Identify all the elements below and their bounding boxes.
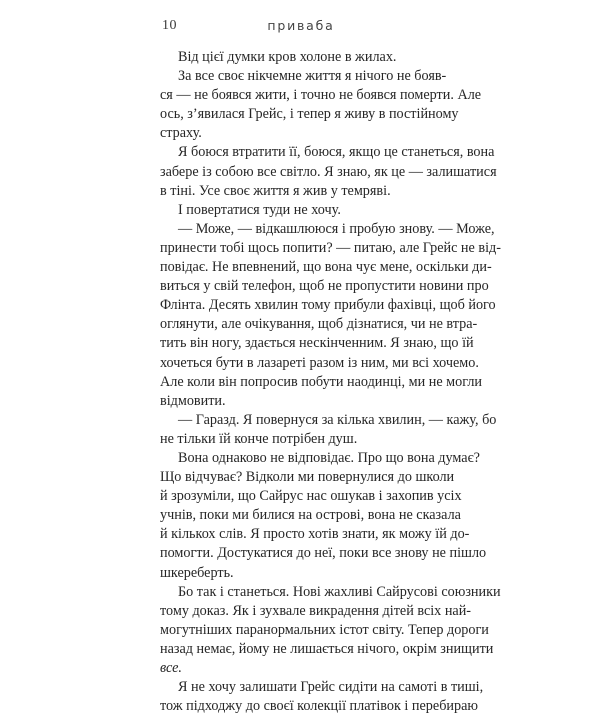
text-line: учнів, поки ми билися на острові, вона не сказала	[160, 507, 461, 524]
text-line: назад немає, йому не лишається нічого, окрім знищити	[160, 640, 494, 657]
text-line: помогти. Достукатися до неї, поки все знову не пішло	[160, 545, 487, 562]
text-line: — Може, — відкашлююся і пробую знову. — Може,	[178, 220, 495, 237]
text-line: — Гаразд. Я повернуся за кілька хвилин, — кажу, бо	[178, 411, 497, 428]
paragraph	[160, 48, 442, 67]
text-line: ся — не боявся жити, і точно не боявся померти. Але	[160, 87, 482, 104]
text-line: тить він ногу, здається нескінченним. Я знаю, що їй	[160, 335, 474, 352]
paragraph	[160, 449, 487, 583]
text-line: Вона однаково не відповідає. Про що вона думає?	[178, 449, 480, 466]
text-line: тому доказ. Як і зухвале викрадення дітей всіх най-	[160, 602, 472, 619]
paragraph	[160, 411, 497, 449]
text-line: Але коли він попросив побути наодинці, ми не могли	[160, 373, 483, 390]
text-line: повідає. Не впевнений, що вона чує мене, оскільки ди-	[160, 259, 492, 276]
text-line: принести тобі щось попити? — питаю, але Грейс не від-	[160, 239, 501, 256]
paragraph	[160, 583, 501, 678]
text-line: Від цієї думки кров холоне в жилах.	[178, 49, 397, 65]
text-line: забере із собою все світло. Я знаю, як це — залишатися	[160, 163, 497, 180]
text-line: Що відчуває? Відколи ми повернулися до школи	[160, 469, 455, 486]
text-line: тож підходжу до своєї колекції платівок і перебираю	[160, 698, 479, 715]
text-line: страху.	[160, 125, 202, 142]
text-line: Я не хочу залишати Грейс сидіти на самоті в тиші,	[178, 679, 484, 696]
body-text	[160, 48, 501, 716]
paragraph	[160, 67, 482, 143]
paragraph	[160, 143, 497, 200]
text-line: хочеться бути в лазареті разом із ним, ми всі хочемо.	[160, 354, 479, 371]
text-line: Я боюся втратити її, боюся, якщо це станеться, вона	[178, 144, 495, 161]
book-title: приваба	[267, 18, 335, 33]
text-line: в тіні. Усе своє життя я жив у темряві.	[160, 182, 391, 199]
text-line: й зрозуміли, що Сайрус нас ошукав і захопив усіх	[160, 488, 462, 505]
text-line: оглянути, але очікування, щоб дізнатися, чи не втра-	[160, 316, 478, 333]
text-line: й кількох слів. Я просто хотів знати, як можу їй до-	[160, 526, 470, 543]
text-line: Бо так і станеться. Нові жахливі Сайрусові союзники	[178, 583, 501, 600]
text-line: Флінта. Десять хвилин тому прибули фахівці, щоб його	[160, 297, 496, 314]
page-number: 10	[162, 18, 177, 33]
paragraph	[160, 201, 442, 220]
text-line: не тільки їй конче потрібен душ.	[160, 430, 358, 447]
text-line: відмовити.	[160, 392, 226, 409]
text-line: виться у свій телефон, щоб не пропустити новини про	[160, 278, 489, 295]
text-line: За все своє нікчемне життя я нічого не бояв-	[178, 68, 447, 85]
paragraph	[160, 220, 501, 411]
paragraph	[160, 678, 484, 716]
text-line: І повертатися туди не хочу.	[178, 201, 341, 218]
running-head	[160, 18, 442, 38]
text-line: шкереберть.	[160, 564, 234, 581]
text-line: ось, з’явилася Грейс, і тепер я живу в постійному	[160, 106, 459, 123]
text-line: могутніших паранормальних істот світу. Тепер дороги	[160, 621, 489, 638]
text-line: все.	[160, 660, 182, 676]
